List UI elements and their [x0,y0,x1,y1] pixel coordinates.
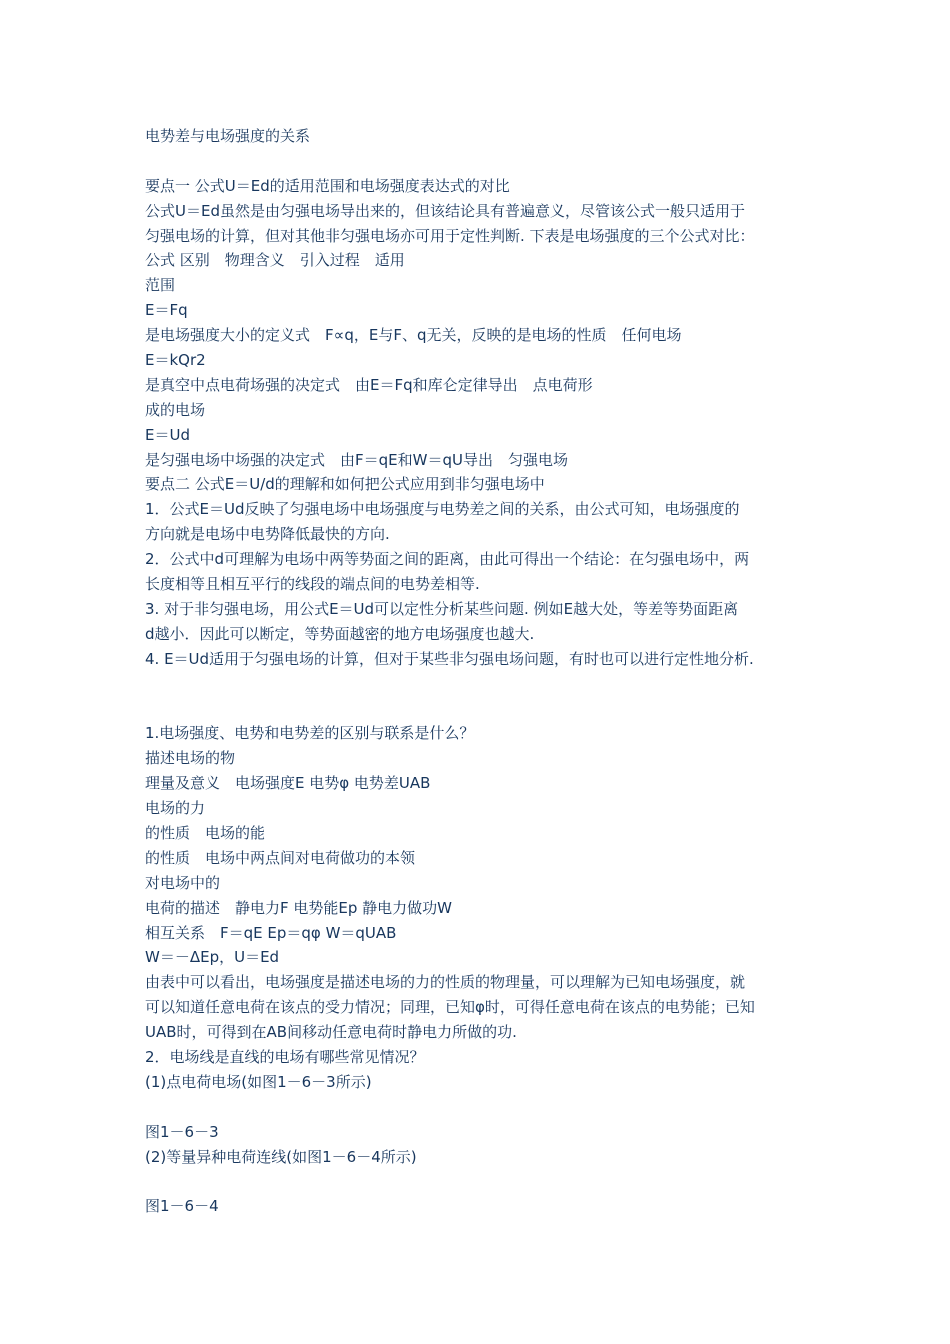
text-line: 公式U＝Ed虽然是由匀强电场导出来的，但该结论具有普遍意义，尽管该公式一般只适用于 [145,201,745,220]
text-line: 的性质 电场的能 [145,823,266,842]
figure-placeholder [145,1095,815,1120]
document-title: 电势差与电场强度的关系 [145,127,311,145]
text-line: 描述电场的物 [145,749,236,768]
text-line: 的性质 电场中两点间对电荷做功的本领 [145,848,416,867]
figure-caption: 图1－6－3 [145,1122,219,1141]
text-line: 由表中可以看出，电场强度是描述电场的力的性质的物理量，可以理解为已知电场强度，就 [145,973,746,992]
text-line: 公式 区别 物理含义 引入过程 适用 [145,251,405,270]
text-line: 3. 对于非匀强电场，用公式E＝Ud可以定性分析某些问题. 例如E越大处，等差等势面距离 [145,599,739,618]
text-line: 电场的力 [145,799,206,818]
formula-line: E＝Fq [145,301,188,320]
text-line: 1．公式E＝Ud反映了匀强电场中电场强度与电势差之间的关系，由公式可知，电场强度的 [145,500,740,519]
text-line: 相互关系 F＝qE Ep＝qφ W＝qUAB [145,923,397,942]
text-line: 4. E＝Ud适用于匀强电场的计算，但对于某些非匀强电场问题，有时也可以进行定性地分析. [145,649,754,668]
blank-line [145,696,815,721]
text-line: 是真空中点电荷场强的决定式 由E＝Fq和库仑定律导出 点电荷形 [145,375,593,394]
blank-line [145,672,815,697]
text-line: 电荷的描述 静电力F 电势能Ep 静电力做功W [145,898,452,917]
text-line: UAB时，可得到在AB间移动任意电荷时静电力所做的功. [145,1023,517,1042]
text-line: 长度相等且相互平行的线段的端点间的电势差相等. [145,575,480,594]
document-body [145,124,815,1219]
text-line: 成的电场 [145,400,206,419]
text-line: 2．公式中d可理解为电场中两等势面之间的距离，由此可得出一个结论：在匀强电场中，两 [145,550,750,569]
text-line: d越小．因此可以断定，等势面越密的地方电场强度也越大. [145,624,535,643]
text-line: W＝－ΔEp，U＝Ed [145,948,280,967]
text-line: 是电场强度大小的定义式 F∝q，E与F、q无关，反映的是电场的性质 任何电场 [145,326,682,345]
question-heading: 1.电场强度、电势和电势差的区别与联系是什么？ [145,724,475,743]
question-heading: 2．电场线是直线的电场有哪些常见情况？ [145,1047,425,1066]
text-line: (2)等量异种电荷连线(如图1－6－4所示) [145,1147,417,1166]
text-line: (1)点电荷电场(如图1－6－3所示) [145,1072,372,1091]
formula-line: E＝Ud [145,425,190,444]
text-line: 匀强电场的计算，但对其他非匀强电场亦可用于定性判断. 下表是电场强度的三个公式对比： [145,226,755,245]
text-line: 可以知道任意电荷在该点的受力情况；同理，已知φ时，可得任意电荷在该点的电势能；已知 [145,998,755,1017]
figure-caption: 图1－6－4 [145,1197,219,1216]
text-line: 方向就是电场中电势降低最快的方向. [145,525,390,544]
text-line: 范围 [145,276,176,295]
text-line: 是匀强电场中场强的决定式 由F＝qE和W＝qU导出 匀强电场 [145,450,568,469]
section-heading: 要点一 公式U＝Ed的适用范围和电场强度表达式的对比 [145,176,510,195]
section-heading: 要点二 公式E＝U/d的理解和如何把公式应用到非匀强电场中 [145,475,545,494]
formula-line: E＝kQr2 [145,351,206,370]
blank-line [145,149,815,174]
text-line: 对电场中的 [145,873,221,892]
figure-placeholder [145,1169,815,1194]
text-line: 理量及意义 电场强度E 电势φ 电势差UAB [145,774,431,793]
